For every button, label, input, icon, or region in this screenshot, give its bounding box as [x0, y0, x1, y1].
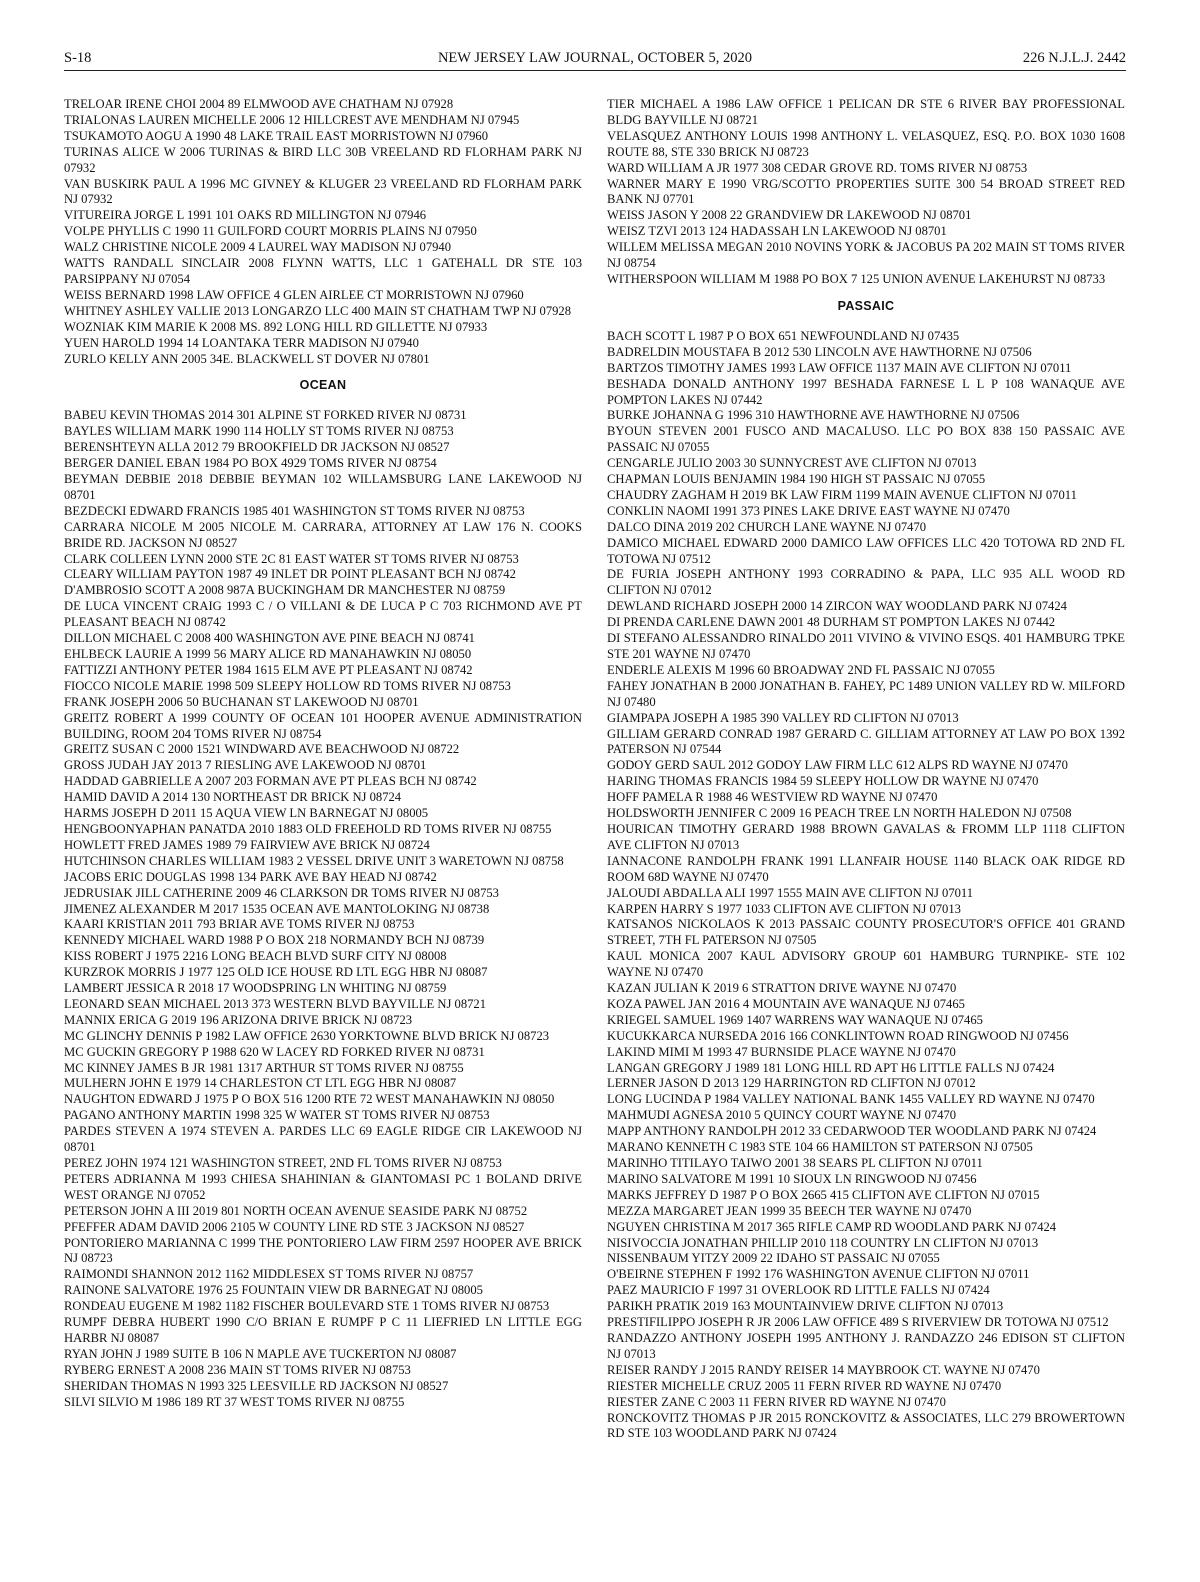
attorney-entry: DAMICO MICHAEL EDWARD 2000 DAMICO LAW OFFICES LLC 420 TOTOWA RD 2ND FL TOTOWA NJ 07512 — [607, 535, 1125, 566]
attorney-entry: DILLON MICHAEL C 2008 400 WASHINGTON AVE PINE BEACH NJ 08741 — [64, 631, 475, 646]
attorney-entry: TIER MICHAEL A 1986 LAW OFFICE 1 PELICAN DR STE 6 RIVER BAY PROFESSIONAL BLDG BAYVILLE NJ 08721 — [607, 97, 1125, 127]
attorney-entry: JIMENEZ ALEXANDER M 2017 1535 OCEAN AVE MANTOLOKING NJ 08738 — [64, 901, 490, 916]
attorney-entry: BYOUN STEVEN 2001 FUSCO AND MACALUSO. LLC PO BOX 838 150 PASSAIC AVE PASSAIC NJ 07055 — [607, 424, 1125, 455]
attorney-entry: REISER RANDY J 2015 RANDY REISER 14 MAYBROOK CT. WAYNE NJ 07470 — [607, 1362, 1040, 1377]
attorney-entry: KRIEGEL SAMUEL 1969 1407 WARRENS WAY WANAQUE NJ 07465 — [607, 1012, 983, 1027]
attorney-entry: FATTIZZI ANTHONY PETER 1984 1615 ELM AVE PT PLEASANT NJ 08742 — [64, 662, 473, 677]
attorney-entry: GILLIAM GERARD CONRAD 1987 GERARD C. GILLIAM ATTORNEY AT LAW PO BOX 1392 PATERSON NJ 07544 — [607, 726, 1125, 757]
attorney-entry: GREITZ ROBERT A 1999 COUNTY OF OCEAN 101 HOOPER AVENUE ADMINISTRATION BUILDING, ROOM 204 TOMS RIVER NJ 08754 — [64, 710, 582, 741]
attorney-entry: DE FURIA JOSEPH ANTHONY 1993 CORRADINO & PAPA, LLC 935 ALL WOOD RD CLIFTON NJ 07012 — [607, 567, 1125, 598]
attorney-entry: GODOY GERD SAUL 2012 GODOY LAW FIRM LLC 612 ALPS RD WAYNE NJ 07470 — [607, 758, 1068, 773]
attorney-entry: HOURICAN TIMOTHY GERARD 1988 BROWN GAVALAS & FROMM LLP 1118 CLIFTON AVE CLIFTON NJ 07013 — [607, 821, 1125, 852]
attorney-entry: HOWLETT FRED JAMES 1989 79 FAIRVIEW AVE BRICK NJ 08724 — [64, 837, 430, 852]
attorney-entry: GIAMPAPA JOSEPH A 1985 390 VALLEY RD CLIFTON NJ 07013 — [607, 710, 959, 725]
attorney-entry: D'AMBROSIO SCOTT A 2008 987A BUCKINGHAM DR MANCHESTER NJ 08759 — [64, 583, 506, 598]
attorney-entry: NISSENBAUM YITZY 2009 22 IDAHO ST PASSAIC NJ 07055 — [607, 1251, 940, 1266]
page-header — [64, 50, 1126, 71]
attorney-entry: LEONARD SEAN MICHAEL 2013 373 WESTERN BLVD BAYVILLE NJ 08721 — [64, 996, 487, 1011]
attorney-entry: HARING THOMAS FRANCIS 1984 59 SLEEPY HOLLOW DR WAYNE NJ 07470 — [607, 774, 1039, 789]
attorney-entry: DI STEFANO ALESSANDRO RINALDO 2011 VIVINO & VIVINO ESQS. 401 HAMBURG TPKE STE 201 WAYNE NJ 07470 — [607, 631, 1125, 661]
right-top-entries — [607, 97, 1125, 288]
attorney-entry: WHITNEY ASHLEY VALLIE 2013 LONGARZO LLC 400 MAIN ST CHATHAM TWP NJ 07928 — [64, 303, 572, 318]
attorney-entry: PONTORIERO MARIANNA C 1999 THE PONTORIERO LAW FIRM 2597 HOOPER AVE BRICK NJ 08723 — [64, 1235, 582, 1266]
page-number: S-18 — [64, 50, 92, 66]
attorney-entry: VOLPE PHYLLIS C 1990 11 GUILFORD COURT MORRIS PLAINS NJ 07950 — [64, 224, 477, 239]
attorney-entry: KOZA PAWEL JAN 2016 4 MOUNTAIN AVE WANAQUE NJ 07465 — [607, 996, 965, 1011]
attorney-entry: MARINHO TITILAYO TAIWO 2001 38 SEARS PL CLIFTON NJ 07011 — [607, 1156, 983, 1170]
attorney-entry: JEDRUSIAK JILL CATHERINE 2009 46 CLARKSON DR TOMS RIVER NJ 08753 — [64, 885, 499, 900]
attorney-entry: WEISS BERNARD 1998 LAW OFFICE 4 GLEN AIRLEE CT MORRISTOWN NJ 07960 — [64, 287, 524, 302]
attorney-entry: PRESTIFILIPPO JOSEPH R JR 2006 LAW OFFICE 489 S RIVERVIEW DR TOTOWA NJ 07512 — [607, 1315, 1109, 1330]
attorney-entry: YUEN HAROLD 1994 14 LOANTAKA TERR MADISON NJ 07940 — [64, 335, 419, 350]
attorney-entry: TRELOAR IRENE CHOI 2004 89 ELMWOOD AVE CHATHAM NJ 07928 — [64, 97, 454, 111]
attorney-entry: BEYMAN DEBBIE 2018 DEBBIE BEYMAN 102 WILLAMSBURG LANE LAKEWOOD NJ 08701 — [64, 472, 582, 502]
attorney-entry: PARDES STEVEN A 1974 STEVEN A. PARDES LLC 69 EAGLE RIDGE CIR LAKEWOOD NJ 08701 — [64, 1124, 582, 1155]
attorney-entry: PEREZ JOHN 1974 121 WASHINGTON STREET, 2ND FL TOMS RIVER NJ 08753 — [64, 1156, 502, 1170]
attorney-entry: LAMBERT JESSICA R 2018 17 WOODSPRING LN WHITING NJ 08759 — [64, 981, 447, 996]
attorney-entry: MC GUCKIN GREGORY P 1988 620 W LACEY RD FORKED RIVER NJ 08731 — [64, 1044, 485, 1059]
attorney-entry: WALZ CHRISTINE NICOLE 2009 4 LAUREL WAY MADISON NJ 07940 — [64, 240, 452, 255]
attorney-entry: VAN BUSKIRK PAUL A 1996 MC GIVNEY & KLUGER 23 VREELAND RD FLORHAM PARK NJ 07932 — [64, 176, 582, 207]
attorney-entry: HADDAD GABRIELLE A 2007 203 FORMAN AVE PT PLEAS BCH NJ 08742 — [64, 774, 477, 789]
attorney-entry: FIOCCO NICOLE MARIE 1998 509 SLEEPY HOLLOW RD TOMS RIVER NJ 08753 — [64, 678, 511, 693]
attorney-entry: BERGER DANIEL EBAN 1984 PO BOX 4929 TOMS RIVER NJ 08754 — [64, 456, 437, 471]
attorney-entry: PETERS ADRIANNA M 1993 CHIESA SHAHINIAN & GIANTOMASI PC 1 BOLAND DRIVE WEST ORANGE NJ 07052 — [64, 1171, 582, 1202]
attorney-entry: KURZROK MORRIS J 1977 125 OLD ICE HOUSE RD LTL EGG HBR NJ 08087 — [64, 965, 488, 980]
attorney-entry: WATTS RANDALL SINCLAIR 2008 FLYNN WATTS, LLC 1 GATEHALL DR STE 103 PARSIPPANY NJ 07054 — [64, 256, 582, 286]
attorney-entry: BARTZOS TIMOTHY JAMES 1993 LAW OFFICE 1137 MAIN AVE CLIFTON NJ 07011 — [607, 360, 1072, 375]
attorney-entry: SHERIDAN THOMAS N 1993 325 LEESVILLE RD JACKSON NJ 08527 — [64, 1378, 449, 1393]
attorney-entry: BESHADA DONALD ANTHONY 1997 BESHADA FARNESE L L P 108 WANAQUE AVE POMPTON LAKES NJ 07442 — [607, 376, 1125, 407]
attorney-entry: GREITZ SUSAN C 2000 1521 WINDWARD AVE BEACHWOOD NJ 08722 — [64, 742, 460, 757]
section-heading-passaic: PASSAIC — [837, 298, 895, 313]
attorney-entry: CARRARA NICOLE M 2005 NICOLE M. CARRARA, ATTORNEY AT LAW 176 N. COOKS BRIDE RD. JACKSON NJ 08527 — [64, 519, 582, 550]
attorney-entry: RYAN JOHN J 1989 SUITE B 106 N MAPLE AVE TUCKERTON NJ 08087 — [64, 1346, 457, 1361]
attorney-entry: MAHMUDI AGNESA 2010 5 QUINCY COURT WAYNE NJ 07470 — [607, 1108, 957, 1123]
attorney-entry: KAZAN JULIAN K 2019 6 STRATTON DRIVE WAYNE NJ 07470 — [607, 981, 957, 996]
attorney-entry: FRANK JOSEPH 2006 50 BUCHANAN ST LAKEWOOD NJ 08701 — [64, 694, 419, 709]
attorney-entry: BACH SCOTT L 1987 P O BOX 651 NEWFOUNDLAND NJ 07435 — [607, 328, 960, 343]
attorney-entry: LAKIND MIMI M 1993 47 BURNSIDE PLACE WAYNE NJ 07470 — [607, 1044, 956, 1059]
attorney-entry: CHAPMAN LOUIS BENJAMIN 1984 190 HIGH ST PASSAIC NJ 07055 — [607, 472, 986, 487]
attorney-entry: RONDEAU EUGENE M 1982 1182 FISCHER BOULEVARD STE 1 TOMS RIVER NJ 08753 — [64, 1299, 550, 1314]
attorney-entry: JALOUDI ABDALLA ALI 1997 1555 MAIN AVE CLIFTON NJ 07011 — [607, 885, 974, 900]
attorney-entry: BEZDECKI EDWARD FRANCIS 1985 401 WASHINGTON ST TOMS RIVER NJ 08753 — [64, 503, 525, 518]
attorney-entry: JACOBS ERIC DOUGLAS 1998 134 PARK AVE BAY HEAD NJ 08742 — [64, 869, 437, 884]
attorney-entry: KAARI KRISTIAN 2011 793 BRIAR AVE TOMS RIVER NJ 08753 — [64, 917, 415, 932]
section-heading-ocean: OCEAN — [299, 378, 347, 393]
attorney-entry: SILVI SILVIO M 1986 189 RT 37 WEST TOMS RIVER NJ 08755 — [64, 1394, 405, 1409]
attorney-entry: PARIKH PRATIK 2019 163 MOUNTAINVIEW DRIVE CLIFTON NJ 07013 — [607, 1299, 1004, 1314]
attorney-entry: WEISS JASON Y 2008 22 GRANDVIEW DR LAKEWOOD NJ 08701 — [607, 208, 972, 223]
attorney-entry: TURINAS ALICE W 2006 TURINAS & BIRD LLC 30B VREELAND RD FLORHAM PARK NJ 07932 — [64, 144, 582, 175]
ocean-entries — [64, 408, 582, 1410]
attorney-entry: VITUREIRA JORGE L 1991 101 OAKS RD MILLINGTON NJ 07946 — [64, 208, 427, 223]
attorney-entry: DI PRENDA CARLENE DAWN 2001 48 DURHAM ST POMPTON LAKES NJ 07442 — [607, 615, 1056, 630]
attorney-entry: CENGARLE JULIO 2003 30 SUNNYCREST AVE CLIFTON NJ 07013 — [607, 456, 977, 471]
attorney-entry: BAYLES WILLIAM MARK 1990 114 HOLLY ST TOMS RIVER NJ 08753 — [64, 424, 454, 439]
attorney-entry: NAUGHTON EDWARD J 1975 P O BOX 516 1200 RTE 72 WEST MANAHAWKIN NJ 08050 — [64, 1092, 555, 1107]
attorney-entry: PETERSON JOHN A III 2019 801 NORTH OCEAN AVENUE SEASIDE PARK NJ 08752 — [64, 1203, 528, 1218]
right-column — [607, 97, 1125, 1442]
attorney-entry: CONKLIN NAOMI 1991 373 PINES LAKE DRIVE EAST WAYNE NJ 07470 — [607, 503, 1010, 518]
attorney-entry: HENGBOONYAPHAN PANATDA 2010 1883 OLD FREEHOLD RD TOMS RIVER NJ 08755 — [64, 821, 552, 836]
attorney-entry: CLARK COLLEEN LYNN 2000 STE 2C 81 EAST WATER ST TOMS RIVER NJ 08753 — [64, 551, 519, 566]
attorney-entry: HOFF PAMELA R 1988 46 WESTVIEW RD WAYNE NJ 07470 — [607, 790, 938, 805]
attorney-entry: TSUKAMOTO AOGU A 1990 48 LAKE TRAIL EAST MORRISTOWN NJ 07960 — [64, 128, 489, 143]
attorney-entry: LERNER JASON D 2013 129 HARRINGTON RD CLIFTON NJ 07012 — [607, 1076, 976, 1091]
attorney-entry: RIESTER MICHELLE CRUZ 2005 11 FERN RIVER RD WAYNE NJ 07470 — [607, 1378, 1002, 1393]
citation: 226 N.J.L.J. 2442 — [1022, 50, 1126, 66]
attorney-entry: ENDERLE ALEXIS M 1996 60 BROADWAY 2ND FL PASSAIC NJ 07055 — [607, 662, 995, 677]
attorney-entry: KAUL MONICA 2007 KAUL ADVISORY GROUP 601 HAMBURG TURNPIKE- STE 102 WAYNE NJ 07470 — [607, 949, 1125, 980]
attorney-entry: WEISZ TZVI 2013 124 HADASSAH LN LAKEWOOD NJ 08701 — [607, 224, 947, 239]
attorney-entry: ZURLO KELLY ANN 2005 34E. BLACKWELL ST DOVER NJ 07801 — [64, 351, 430, 366]
attorney-entry: HARMS JOSEPH D 2011 15 AQUA VIEW LN BARNEGAT NJ 08005 — [64, 806, 429, 821]
attorney-entry: GROSS JUDAH JAY 2013 7 RIESLING AVE LAKEWOOD NJ 08701 — [64, 758, 427, 773]
attorney-entry: MARKS JEFFREY D 1987 P O BOX 2665 415 CLIFTON AVE CLIFTON NJ 07015 — [607, 1187, 1040, 1202]
attorney-entry: PAEZ MAURICIO F 1997 31 OVERLOOK RD LITTLE FALLS NJ 07424 — [607, 1283, 990, 1298]
attorney-entry: NGUYEN CHRISTINA M 2017 365 RIFLE CAMP RD WOODLAND PARK NJ 07424 — [607, 1219, 1057, 1234]
attorney-entry: CHAUDRY ZAGHAM H 2019 BK LAW FIRM 1199 MAIN AVENUE CLIFTON NJ 07011 — [607, 487, 1077, 502]
left-top-entries — [64, 97, 582, 367]
attorney-entry: DALCO DINA 2019 202 CHURCH LANE WAYNE NJ 07470 — [607, 519, 927, 534]
attorney-entry: MULHERN JOHN E 1979 14 CHARLESTON CT LTL EGG HBR NJ 08087 — [64, 1076, 457, 1091]
attorney-entry: WARNER MARY E 1990 VRG/SCOTTO PROPERTIES SUITE 300 54 BROAD STREET RED BANK NJ 07701 — [607, 176, 1125, 207]
attorney-entry: DEWLAND RICHARD JOSEPH 2000 14 ZIRCON WAY WOODLAND PARK NJ 07424 — [607, 599, 1067, 614]
attorney-entry: VELASQUEZ ANTHONY LOUIS 1998 ANTHONY L. VELASQUEZ, ESQ. P.O. BOX 1030 1608 ROUTE 88, STE 330 BRICK NJ 08723 — [607, 128, 1125, 159]
attorney-entry: CLEARY WILLIAM PAYTON 1987 49 INLET DR POINT PLEASANT BCH NJ 08742 — [64, 567, 516, 582]
attorney-entry: HUTCHINSON CHARLES WILLIAM 1983 2 VESSEL DRIVE UNIT 3 WARETOWN NJ 08758 — [64, 853, 564, 868]
passaic-entries — [607, 329, 1125, 1442]
attorney-entry: WILLEM MELISSA MEGAN 2010 NOVINS YORK & JACOBUS PA 202 MAIN ST TOMS RIVER NJ 08754 — [607, 240, 1125, 271]
attorney-entry: KATSANOS NICKOLAOS K 2013 PASSAIC COUNTY PROSECUTOR'S OFFICE 401 GRAND STREET, 7TH FL PATERSON NJ 07505 — [607, 917, 1125, 948]
attorney-entry: MANNIX ERICA G 2019 196 ARIZONA DRIVE BRICK NJ 08723 — [64, 1012, 413, 1027]
attorney-entry: KENNEDY MICHAEL WARD 1988 P O BOX 218 NORMANDY BCH NJ 08739 — [64, 933, 485, 948]
attorney-entry: LONG LUCINDA P 1984 VALLEY NATIONAL BANK 1455 VALLEY RD WAYNE NJ 07470 — [607, 1092, 1095, 1107]
attorney-entry: EHLBECK LAURIE A 1999 56 MARY ALICE RD MANAHAWKIN NJ 08050 — [64, 647, 472, 661]
attorney-entry: RIESTER ZANE C 2003 11 FERN RIVER RD WAYNE NJ 07470 — [607, 1394, 946, 1409]
attorney-entry: FAHEY JONATHAN B 2000 JONATHAN B. FAHEY, PC 1489 UNION VALLEY RD W. MILFORD NJ 07480 — [607, 678, 1125, 709]
attorney-entry: WOZNIAK KIM MARIE K 2008 MS. 892 LONG HILL RD GILLETTE NJ 07933 — [64, 319, 488, 334]
attorney-entry: O'BEIRNE STEPHEN F 1992 176 WASHINGTON AVENUE CLIFTON NJ 07011 — [607, 1267, 1030, 1282]
attorney-entry: RAINONE SALVATORE 1976 25 FOUNTAIN VIEW DR BARNEGAT NJ 08005 — [64, 1283, 483, 1298]
attorney-entry: PAGANO ANTHONY MARTIN 1998 325 W WATER ST TOMS RIVER NJ 08753 — [64, 1108, 490, 1123]
attorney-entry: WITHERSPOON WILLIAM M 1988 PO BOX 7 125 UNION AVENUE LAKEHURST NJ 08733 — [607, 271, 1106, 286]
attorney-entry: TRIALONAS LAUREN MICHELLE 2006 12 HILLCREST AVE MENDHAM NJ 07945 — [64, 112, 520, 127]
attorney-entry: RUMPF DEBRA HUBERT 1990 C/O BRIAN E RUMPF P C 11 LIEFRIED LN LITTLE EGG HARBR NJ 08087 — [64, 1315, 582, 1345]
attorney-entry: RONCKOVITZ THOMAS P JR 2015 RONCKOVITZ & ASSOCIATES, LLC 279 BROWERTOWN RD STE 103 WOODLAND PARK NJ 07424 — [607, 1410, 1125, 1441]
attorney-entry: BABEU KEVIN THOMAS 2014 301 ALPINE ST FORKED RIVER NJ 08731 — [64, 408, 467, 423]
attorney-entry: PFEFFER ADAM DAVID 2006 2105 W COUNTY LINE RD STE 3 JACKSON NJ 08527 — [64, 1219, 525, 1234]
attorney-entry: MAPP ANTHONY RANDOLPH 2012 33 CEDARWOOD TER WOODLAND PARK NJ 07424 — [607, 1124, 1097, 1139]
attorney-entry: MC GLINCHY DENNIS P 1982 LAW OFFICE 2630 YORKTOWNE BLVD BRICK NJ 08723 — [64, 1028, 550, 1043]
attorney-entry: KISS ROBERT J 1975 2216 LONG BEACH BLVD SURF CITY NJ 08008 — [64, 949, 447, 964]
attorney-entry: KUCUKKARCA NURSEDA 2016 166 CONKLINTOWN ROAD RINGWOOD NJ 07456 — [607, 1028, 1069, 1043]
attorney-entry: MARANO KENNETH C 1983 STE 104 66 HAMILTON ST PATERSON NJ 07505 — [607, 1140, 1033, 1155]
attorney-entry: RANDAZZO ANTHONY JOSEPH 1995 ANTHONY J. RANDAZZO 246 EDISON ST CLIFTON NJ 07013 — [607, 1330, 1125, 1361]
attorney-entry: BERENSHTEYN ALLA 2012 79 BROOKFIELD DR JACKSON NJ 08527 — [64, 440, 450, 455]
attorney-entry: HOLDSWORTH JENNIFER C 2009 16 PEACH TREE LN NORTH HALEDON NJ 07508 — [607, 806, 1072, 821]
attorney-entry: NISIVOCCIA JONATHAN PHILLIP 2010 118 COUNTRY LN CLIFTON NJ 07013 — [607, 1235, 1039, 1250]
attorney-entry: LANGAN GREGORY J 1989 181 LONG HILL RD APT H6 LITTLE FALLS NJ 07424 — [607, 1060, 1055, 1075]
attorney-entry: KARPEN HARRY S 1977 1033 CLIFTON AVE CLIFTON NJ 07013 — [607, 901, 961, 916]
attorney-entry: MEZZA MARGARET JEAN 1999 35 BEECH TER WAYNE NJ 07470 — [607, 1203, 972, 1218]
attorney-entry: DE LUCA VINCENT CRAIG 1993 C / O VILLANI & DE LUCA P C 703 RICHMOND AVE PT PLEASANT BEACH NJ 08742 — [64, 599, 582, 630]
attorney-entry: MC KINNEY JAMES B JR 1981 1317 ARTHUR ST TOMS RIVER NJ 08755 — [64, 1060, 464, 1075]
attorney-entry: WARD WILLIAM A JR 1977 308 CEDAR GROVE RD. TOMS RIVER NJ 08753 — [607, 160, 1028, 175]
attorney-entry: MARINO SALVATORE M 1991 10 SIOUX LN RINGWOOD NJ 07456 — [607, 1171, 977, 1186]
attorney-entry: BADRELDIN MOUSTAFA B 2012 530 LINCOLN AVE HAWTHORNE NJ 07506 — [607, 344, 1032, 359]
attorney-entry: IANNACONE RANDOLPH FRANK 1991 LLANFAIR HOUSE 1140 BLACK OAK RIDGE RD ROOM 68D WAYNE NJ 07470 — [607, 853, 1125, 884]
attorney-entry: HAMID DAVID A 2014 130 NORTHEAST DR BRICK NJ 08724 — [64, 790, 402, 805]
left-column — [64, 97, 582, 1411]
attorney-entry: BURKE JOHANNA G 1996 310 HAWTHORNE AVE HAWTHORNE NJ 07506 — [607, 408, 1020, 423]
attorney-entry: RYBERG ERNEST A 2008 236 MAIN ST TOMS RIVER NJ 08753 — [64, 1362, 411, 1377]
publication-title: NEW JERSEY LAW JOURNAL, OCTOBER 5, 2020 — [437, 50, 753, 66]
attorney-entry: RAIMONDI SHANNON 2012 1162 MIDDLESEX ST TOMS RIVER NJ 08757 — [64, 1267, 474, 1282]
